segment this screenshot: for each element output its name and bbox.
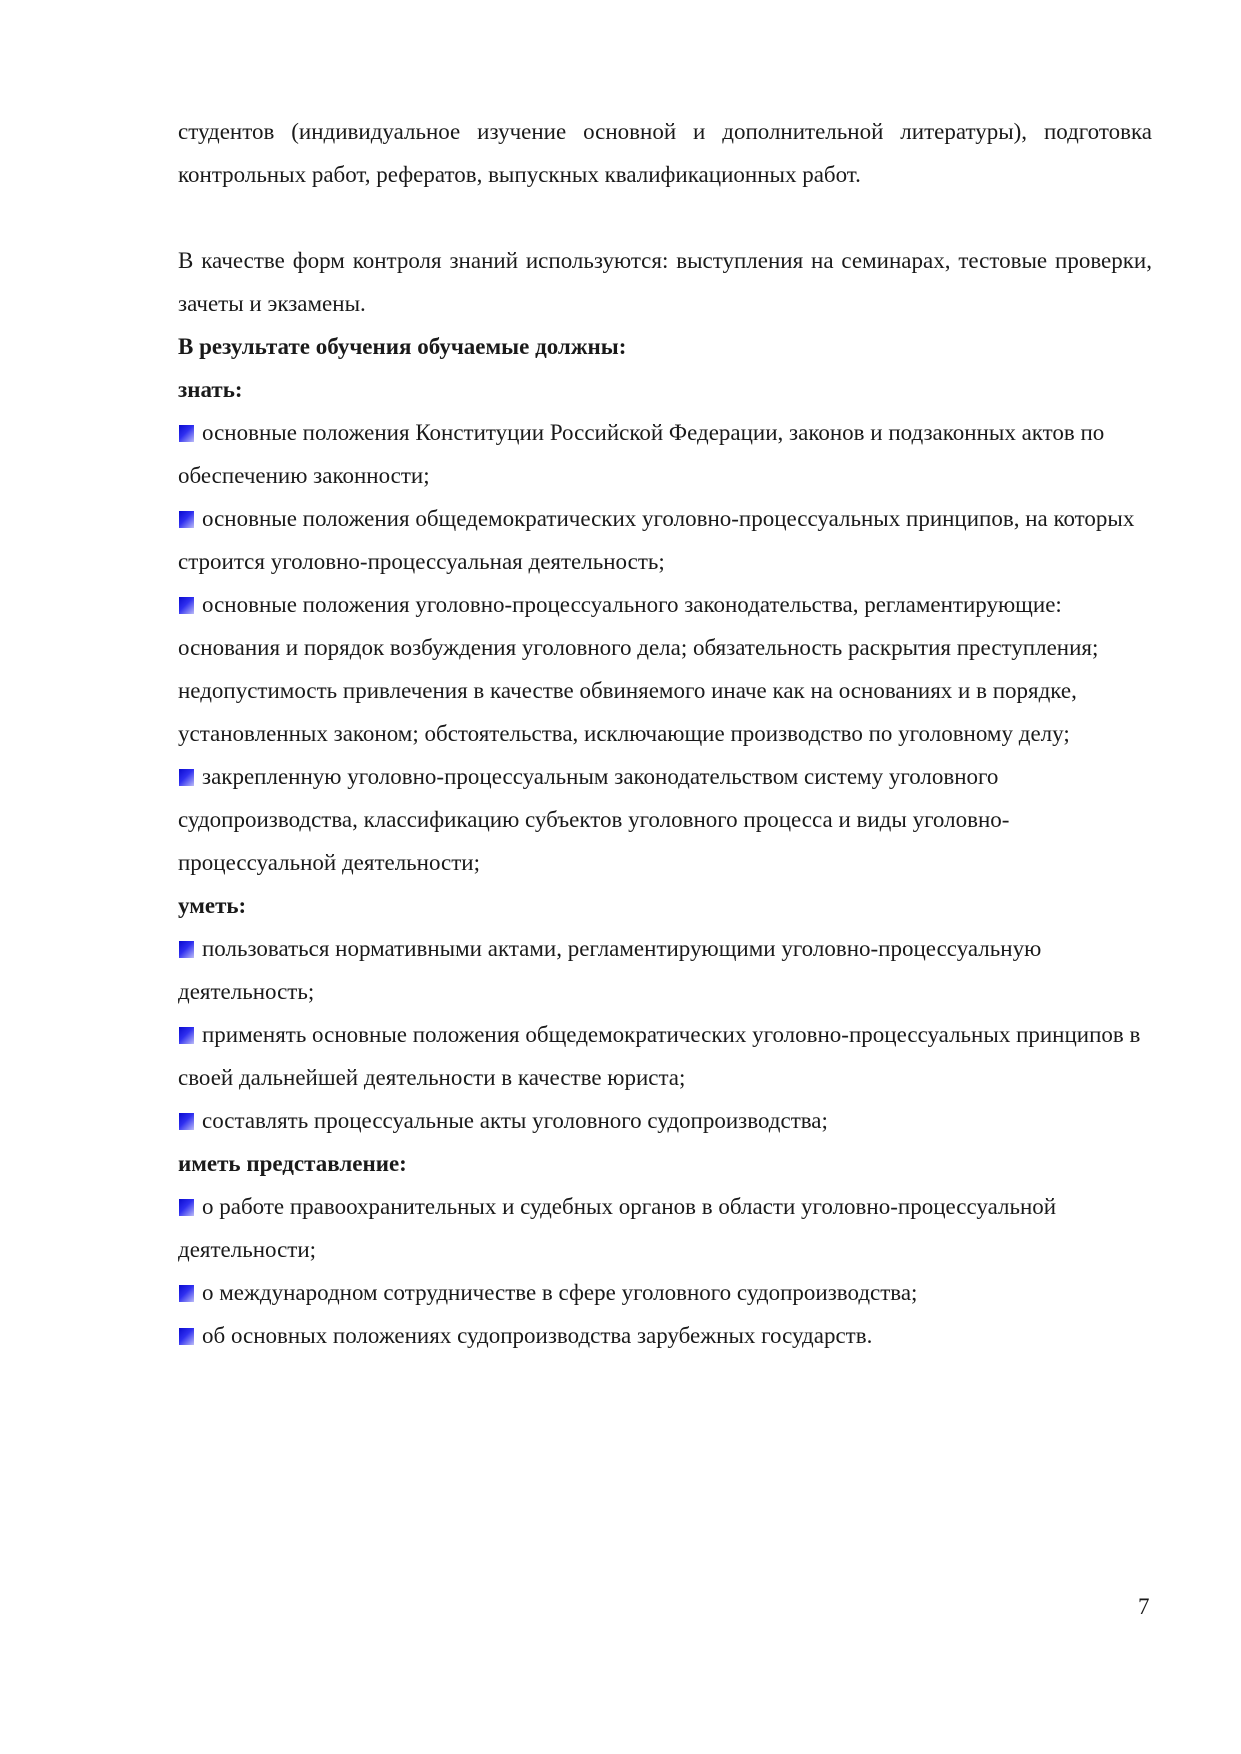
section-title-idea: иметь представление: bbox=[178, 1151, 407, 1176]
list-item-text: о работе правоохранительных и судебных органов в области уголовно-процессуальной деятельности; bbox=[178, 1194, 1057, 1262]
section-title-able: уметь: bbox=[178, 893, 247, 918]
list-item bbox=[178, 497, 1152, 583]
list-item bbox=[178, 1271, 1152, 1314]
blue-square-bullet-icon bbox=[179, 1328, 194, 1345]
intro-paragraph-1: студентов (индивидуальное изучение основной и дополнительной литературы), подготовка контрольных работ, рефератов, выпускных квалификационных работ. bbox=[178, 119, 1152, 187]
blue-square-bullet-icon bbox=[179, 1113, 194, 1130]
list-item bbox=[178, 583, 1152, 755]
page-number: 7 bbox=[1138, 1594, 1150, 1619]
blue-square-bullet-icon bbox=[179, 1199, 194, 1216]
list-item bbox=[178, 411, 1152, 497]
blue-square-bullet-icon bbox=[179, 941, 194, 958]
document-page bbox=[178, 110, 1152, 1357]
blue-square-bullet-icon bbox=[179, 769, 194, 786]
list-item bbox=[178, 1185, 1152, 1271]
blue-square-bullet-icon bbox=[179, 1027, 194, 1044]
list-item-text: основные положения общедемократических уголовно-процессуальных принципов, на которых строится уголовно-процессуальная деятельность; bbox=[178, 506, 1135, 574]
blue-square-bullet-icon bbox=[179, 597, 194, 614]
list-item bbox=[178, 1314, 1152, 1357]
intro-paragraph-2: В качестве форм контроля знаний используются: выступления на семинарах, тестовые проверки, зачеты и экзамены. bbox=[178, 248, 1152, 316]
list-item-text: закрепленную уголовно-процессуальным законодательством систему уголовного судопроизводства, классификацию субъектов уголовного процесса и виды уголовно-процессуальной деятельности; bbox=[178, 764, 1010, 875]
list-item bbox=[178, 755, 1152, 884]
list-item-text: о международном сотрудничестве в сфере уголовного судопроизводства; bbox=[202, 1280, 918, 1305]
list-item bbox=[178, 1013, 1152, 1099]
list-item-text: пользоваться нормативными актами, регламентирующими уголовно-процессуальную деятельность; bbox=[178, 936, 1042, 1004]
blue-square-bullet-icon bbox=[179, 1285, 194, 1302]
blue-square-bullet-icon bbox=[179, 511, 194, 528]
result-heading: В результате обучения обучаемые должны: bbox=[178, 334, 627, 359]
list-item bbox=[178, 1099, 1152, 1142]
list-item bbox=[178, 927, 1152, 1013]
blue-square-bullet-icon bbox=[179, 425, 194, 442]
section-title-know: знать: bbox=[178, 377, 243, 402]
list-item-text: основные положения уголовно-процессуального законодательства, регламентирующие: основания и порядок возбуждения уголовного дела; обязательность раскрытия преступления; недопустимость привлечения в качестве обвиняемого иначе как на основаниях и в порядке, установленных законом; обстоятельства, исключающие производство по уголовному делу; bbox=[178, 592, 1099, 746]
list-item-text: применять основные положения общедемократических уголовно-процессуальных принципов в своей дальнейшей деятельности в качестве юриста; bbox=[178, 1022, 1141, 1090]
list-item-text: об основных положениях судопроизводства зарубежных государств. bbox=[202, 1323, 873, 1348]
list-item-text: основные положения Конституции Российской Федерации, законов и подзаконных актов по обеспечению законности; bbox=[178, 420, 1105, 488]
list-item-text: составлять процессуальные акты уголовного судопроизводства; bbox=[202, 1108, 828, 1133]
